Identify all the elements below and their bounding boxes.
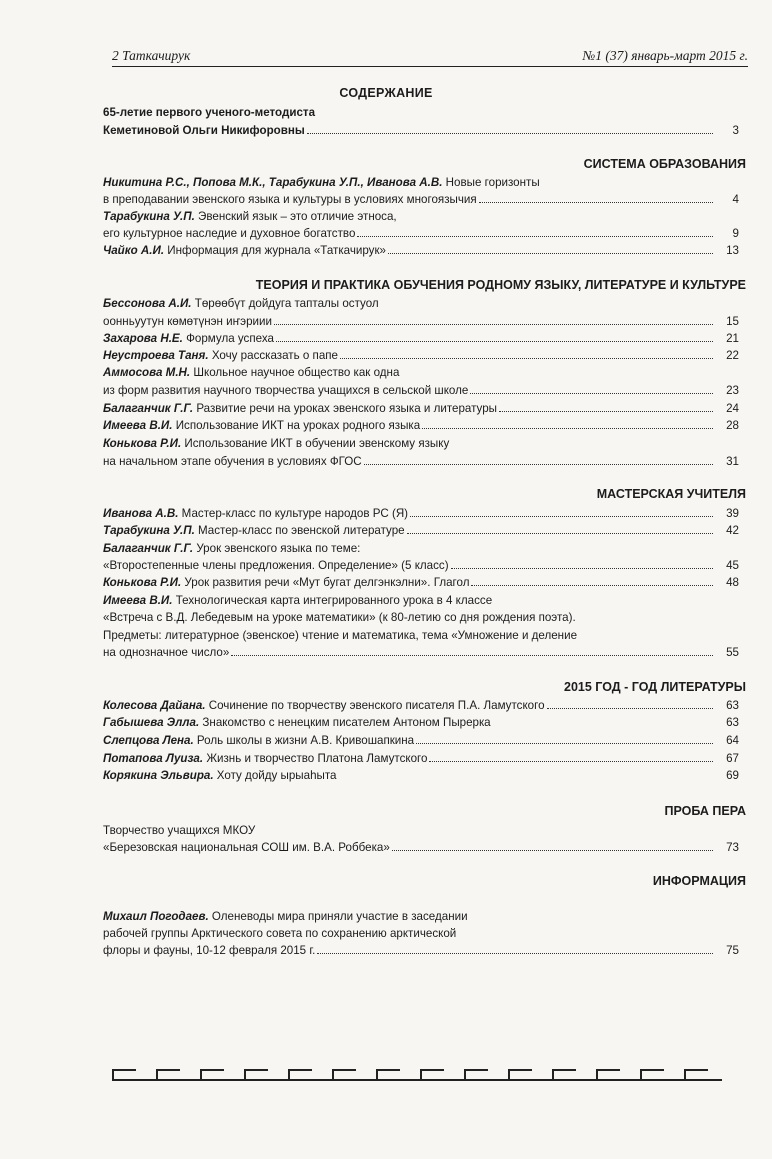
entry-author: Неустроева Таня.: [103, 349, 209, 362]
section-title-pen-trial: ПРОБА ПЕРА: [664, 804, 746, 818]
toc-entry[interactable]: [103, 574, 739, 591]
dot-leader: [422, 427, 713, 429]
dot-leader: [364, 463, 713, 465]
entry-title: на однозначное число»: [103, 646, 230, 659]
toc-entry-line: [103, 592, 739, 609]
toc-entry[interactable]: [103, 750, 739, 767]
entry-title: Хоту дойду ырыаһыта: [213, 769, 337, 782]
toc-entry-intro-line1: [103, 104, 739, 121]
ornament-tick: [200, 1069, 224, 1081]
entry-title: из форм развития научного творчества учащихся в сельской школе: [103, 384, 469, 397]
toc-entry[interactable]: [103, 644, 739, 661]
entry-author: Балаганчик Г.Г.: [103, 542, 194, 555]
toc-entry-line: [103, 435, 739, 452]
entry-author: Потапова Луиза.: [103, 752, 204, 765]
toc-entry-line: [103, 822, 739, 839]
entry-title: «Березовская национальная СОШ им. В.А. Роббека»: [103, 841, 390, 854]
page-number: 23: [726, 384, 739, 397]
dot-leader: [340, 357, 713, 359]
ornament-tick: [332, 1069, 356, 1081]
toc-entry[interactable]: [103, 522, 739, 539]
entry-author: Конькова Р.И.: [103, 437, 182, 450]
toc-entry[interactable]: [103, 767, 739, 784]
page-number: 9: [732, 227, 739, 240]
ornament-tick: [640, 1069, 664, 1081]
dot-leader: [493, 725, 713, 726]
dot-leader: [479, 201, 713, 203]
entry-author: Имеева В.И.: [103, 594, 173, 607]
entry-author: Тарабукина У.П.: [103, 210, 195, 223]
entry-title: Эвенский язык – это отличие этноса,: [194, 210, 397, 223]
toc-entry-line: [103, 925, 739, 942]
toc-entry[interactable]: [103, 942, 739, 959]
entry-title: Сочинение по творчеству эвенского писателя П.А. Ламутского: [205, 699, 545, 712]
page-number: 15: [726, 315, 739, 328]
dot-leader: [410, 515, 713, 517]
page-number: 75: [726, 944, 739, 957]
dot-leader: [276, 340, 713, 342]
entry-author: Тарабукина У.П.: [103, 524, 195, 537]
ornament-tick: [464, 1069, 488, 1081]
entry-author: Чайко А.И.: [103, 244, 165, 257]
toc-entry[interactable]: [103, 313, 739, 330]
toc-entry-line: [103, 540, 739, 557]
dot-leader: [416, 742, 713, 744]
ornament-tick: [244, 1069, 268, 1081]
entry-title: Информация для журнала «Таткачирук»: [164, 244, 387, 257]
page-number: 67: [726, 752, 739, 765]
dot-leader: [429, 760, 713, 762]
entry-title: в преподавании эвенского языка и культуры в условиях многоязычия: [103, 193, 477, 206]
page-number: 4: [732, 193, 739, 206]
entry-title: Новые горизонты: [442, 176, 540, 189]
toc-entry[interactable]: [103, 347, 739, 364]
dot-leader: [451, 567, 713, 569]
page-number: 63: [726, 716, 739, 729]
dot-leader: [547, 707, 713, 709]
entry-title: Роль школы в жизни А.В. Кривошапкина: [193, 734, 415, 747]
entry-title: «Второстепенные члены предложения. Определение» (5 класс): [103, 559, 449, 572]
entry-title: Школьное научное общество как одна: [190, 366, 400, 379]
page-number: 63: [726, 699, 739, 712]
page-number: 42: [726, 524, 739, 537]
toc-entry[interactable]: [103, 330, 739, 347]
entry-author: Иванова А.В.: [103, 507, 179, 520]
ornament-tick: [508, 1069, 532, 1081]
entry-title: Мастер-класс по эвенской литературе: [194, 524, 405, 537]
toc-entry-line: [103, 627, 739, 644]
entry-title: Предметы: литературное (эвенское) чтение и математика, тема «Умножение и деление: [103, 629, 578, 642]
page-number: 24: [726, 402, 739, 415]
dot-leader: [388, 252, 713, 254]
page-title: СОДЕРЖАНИЕ: [339, 86, 433, 100]
section-title-literature-year: 2015 ГОД - ГОД ЛИТЕРАТУРЫ: [564, 680, 746, 694]
entry-title: Использование ИКТ на уроках родного языка: [172, 419, 421, 432]
entry-title: Урок эвенского языка по теме:: [193, 542, 361, 555]
entry-title: Творчество учащихся МКОУ: [103, 824, 256, 837]
dot-leader: [471, 584, 713, 586]
toc-entry[interactable]: [103, 417, 739, 434]
page-number: 31: [726, 455, 739, 468]
toc-entry-intro[interactable]: [103, 122, 739, 139]
dot-leader: [274, 323, 713, 325]
entry-title: Урок развития речи «Мут бугат делгэнкэлни». Глагол: [181, 576, 470, 589]
toc-entry[interactable]: [103, 400, 739, 417]
entry-title: Хочу рассказать о папе: [208, 349, 339, 362]
page-number: 3: [732, 124, 739, 137]
toc-entry-line: [103, 609, 739, 626]
entry-title: Формула успеха: [182, 332, 274, 345]
header-right: №1 (37) январь-март 2015 г.: [582, 48, 748, 63]
toc-entry-line: [103, 364, 739, 381]
toc-entry[interactable]: [103, 453, 739, 470]
entry-title: Жизнь и творчество Платона Ламутского: [203, 752, 428, 765]
toc-entry[interactable]: [103, 732, 739, 749]
intro-line2: Кеметиновой Ольги Никифоровны: [103, 124, 305, 137]
entry-title: Знакомство с ненецким писателем Антоном Пыреркa: [199, 716, 491, 729]
toc-entry[interactable]: [103, 557, 739, 574]
footer-ornament: [112, 1067, 722, 1081]
page-number: 39: [726, 507, 739, 520]
ornament-tick: [420, 1069, 444, 1081]
dot-leader: [392, 849, 713, 851]
running-header: [112, 46, 748, 68]
entry-author: Захарова Н.Е.: [103, 332, 183, 345]
ornament-tick: [596, 1069, 620, 1081]
page-number: 55: [726, 646, 739, 659]
page-number: 48: [726, 576, 739, 589]
section-title-information: ИНФОРМАЦИЯ: [652, 874, 746, 888]
entry-author: Корякина Эльвира.: [103, 769, 214, 782]
page-number: 21: [726, 332, 739, 345]
toc-entry[interactable]: [103, 242, 739, 259]
entry-author: Балаганчик Г.Г.: [103, 402, 194, 415]
toc-entry-line: [103, 174, 739, 191]
page-number: 45: [726, 559, 739, 572]
page-number: 13: [726, 244, 739, 257]
toc-entry[interactable]: [103, 714, 739, 731]
ornament-tick: [552, 1069, 576, 1081]
dot-leader: [357, 235, 713, 237]
section-title-education: СИСТЕМА ОБРАЗОВАНИЯ: [583, 157, 746, 171]
entry-title: Оленеводы мира приняли участие в заседании: [208, 910, 468, 923]
entry-title: на начальном этапе обучения в условиях ФГОС: [103, 455, 362, 468]
toc-entry-line: [103, 908, 739, 925]
entry-title: оонньуутун көмөтүнэн иҥэриии: [103, 315, 272, 328]
entry-author: Конькова Р.И.: [103, 576, 182, 589]
page-number: 22: [726, 349, 739, 362]
section-title-theory: ТЕОРИЯ И ПРАКТИКА ОБУЧЕНИЯ РОДНОМУ ЯЗЫКУ, ЛИТЕРАТУРЕ И КУЛЬТУРЕ: [255, 278, 746, 292]
intro-line1: 65-летие первого ученого-методиста: [103, 106, 316, 119]
header-rule: [112, 66, 748, 67]
entry-title: Использование ИКТ в обучении эвенскому языку: [181, 437, 450, 450]
page-number: 64: [726, 734, 739, 747]
toc-entry[interactable]: [103, 839, 739, 856]
entry-title: Технологическая карта интегрированного урока в 4 классе: [172, 594, 493, 607]
page-number: 73: [726, 841, 739, 854]
entry-author: Имеева В.И.: [103, 419, 173, 432]
entry-author: Бессонова А.И.: [103, 297, 192, 310]
header-left: 2 Таткачирук: [112, 48, 191, 63]
toc-entry[interactable]: [103, 382, 739, 399]
entry-author: Слепцова Лена.: [103, 734, 194, 747]
page-number: 28: [726, 419, 739, 432]
entry-title: Развитие речи на уроках эвенского языка и литературы: [193, 402, 497, 415]
dot-leader: [339, 778, 714, 779]
dot-leader: [407, 532, 713, 534]
ornament-tick: [112, 1069, 136, 1081]
ornament-tick: [376, 1069, 400, 1081]
toc-entry-line: [103, 295, 739, 312]
entry-title: рабочей группы Арктического совета по сохранению арктической: [103, 927, 457, 940]
entry-title: Мастер-класс по культуре народов РС (Я): [178, 507, 409, 520]
entry-title: флоры и фауны, 10-12 февраля 2015 г.: [103, 944, 316, 957]
dot-leader: [317, 952, 713, 954]
ornament-tick: [156, 1069, 180, 1081]
ornament-tick: [684, 1069, 708, 1081]
section-title-workshop: МАСТЕРСКАЯ УЧИТЕЛЯ: [596, 487, 746, 501]
page-number: 69: [726, 769, 739, 782]
dot-leader: [307, 132, 713, 134]
entry-title: его культурное наследие и духовное богатство: [103, 227, 356, 240]
toc-entry[interactable]: [103, 191, 739, 208]
ornament-tick: [288, 1069, 312, 1081]
dot-leader: [470, 392, 713, 394]
entry-author: Никитина Р.С., Попова М.К., Тарабукина У.П., Иванова А.В.: [103, 176, 443, 189]
dot-leader: [499, 410, 713, 412]
entry-title: Төрөөбүт дойдуга тапталы остуол: [191, 297, 379, 310]
toc-entry-line: [103, 208, 739, 225]
dot-leader: [231, 654, 713, 656]
toc-entry[interactable]: [103, 505, 739, 522]
entry-author: Габышева Элла.: [103, 716, 200, 729]
toc-entry[interactable]: [103, 697, 739, 714]
entry-author: Колесова Дайана.: [103, 699, 206, 712]
entry-author: Аммосова М.Н.: [103, 366, 191, 379]
entry-title: «Встреча с В.Д. Лебедевым на уроке математики» (к 80-летию со дня рождения поэта).: [103, 611, 576, 624]
toc-entry[interactable]: [103, 225, 739, 242]
entry-author: Михаил Погодаев.: [103, 910, 209, 923]
